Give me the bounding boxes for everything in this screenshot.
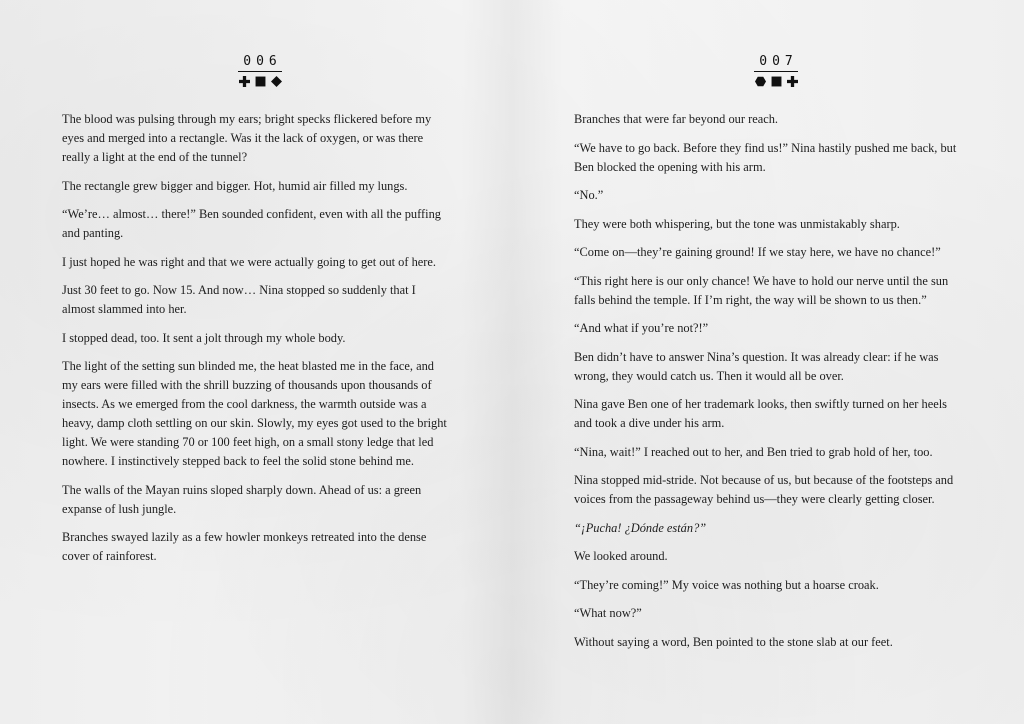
- page-number: 007: [754, 55, 797, 72]
- body-text: [62, 110, 448, 576]
- square-icon: [771, 76, 782, 87]
- paragraph: Nina gave Ben one of her trademark looks, then swiftly turned on her heels and took a dive under his arm.: [574, 397, 947, 430]
- hexagon-icon: [755, 76, 766, 87]
- square-icon: [255, 76, 266, 87]
- paragraph: “And what if you’re not?!”: [574, 321, 709, 335]
- cross-icon: [787, 76, 798, 87]
- paragraph: Without saying a word, Ben pointed to the stone slab at our feet.: [574, 634, 893, 649]
- paragraph: “Come on—they’re gaining ground! If we stay here, we have no chance!”: [574, 245, 941, 259]
- paragraph: “No.”: [574, 188, 604, 202]
- folio-symbols: [746, 76, 806, 88]
- paragraph: The light of the setting sun blinded me, the heat blasted me in the face, and my ears were filled with the shrill buzzing of thousands upon thousands of insects. As we emerged from the cool darkness, the warmth outside was a heavy, damp cloth settling on our skin. Slowly, my eyes got used to the bright light. We were standing 70 or 100 feet high, on a small stony ledge that led nowhere. I instinctively stepped back to feel the solid stone behind me.: [62, 359, 447, 468]
- paragraph: I just hoped he was right and that we were actually going to get out of here.: [62, 254, 437, 269]
- paragraph: “We’re… almost… there!” Ben sounded confident, even with all the puffing and panting.: [62, 207, 441, 240]
- page-folio: [230, 52, 290, 88]
- paragraph: Branches that were far beyond our reach.: [574, 112, 779, 126]
- paragraph: The walls of the Mayan ruins sloped sharply down. Ahead of us: a green expanse of lush jungle.: [62, 482, 422, 516]
- page-number: 006: [238, 55, 281, 72]
- folio-symbols: [230, 76, 290, 88]
- paragraph: Nina stopped mid-stride. Not because of us, but because of the footsteps and voices from the passageway behind us—they were clearly getting closer.: [574, 473, 954, 506]
- cross-icon: [239, 76, 250, 87]
- paragraph: Just 30 feet to go. Now 15. And now… Nina stopped so suddenly that I almost slammed into her.: [62, 283, 416, 316]
- paragraph: Ben didn’t have to answer Nina’s question. It was already clear: if he was wrong, they would catch us. Then it would all be over.: [574, 349, 939, 383]
- body-text: [574, 110, 966, 661]
- right-page: [512, 0, 1024, 724]
- paragraph: “We have to go back. Before they find us!” Nina hastily pushed me back, but Ben blocked the opening with his arm.: [574, 140, 957, 174]
- diamond-icon: [271, 76, 282, 87]
- paragraph: The blood was pulsing through my ears; bright specks flickered before my eyes and merged into a rectangle. Was it the lack of oxygen, or was there really a light at the end of the tunnel?: [62, 112, 432, 164]
- paragraph: “Nina, wait!” I reached out to her, and Ben tried to grab hold of her, too.: [574, 444, 933, 459]
- paragraph: I stopped dead, too. It sent a jolt through my whole body.: [62, 330, 346, 345]
- paragraph: Branches swayed lazily as a few howler monkeys retreated into the dense cover of rainforest.: [62, 530, 427, 563]
- paragraph: “¡Pucha! ¿Dónde están?”: [574, 520, 707, 535]
- paragraph: They were both whispering, but the tone was unmistakably sharp.: [574, 216, 900, 231]
- paragraph: “This right here is our only chance! We have to hold our nerve until the sun falls behind the temple. If I’m right, the way will be shown to us then.”: [574, 273, 949, 307]
- page-folio: [746, 52, 806, 88]
- paragraph: “They’re coming!” My voice was nothing but a hoarse croak.: [574, 577, 879, 592]
- paragraph: We looked around.: [574, 549, 668, 563]
- paragraph: “What now?”: [574, 606, 642, 620]
- paragraph: The rectangle grew bigger and bigger. Hot, humid air filled my lungs.: [62, 178, 408, 193]
